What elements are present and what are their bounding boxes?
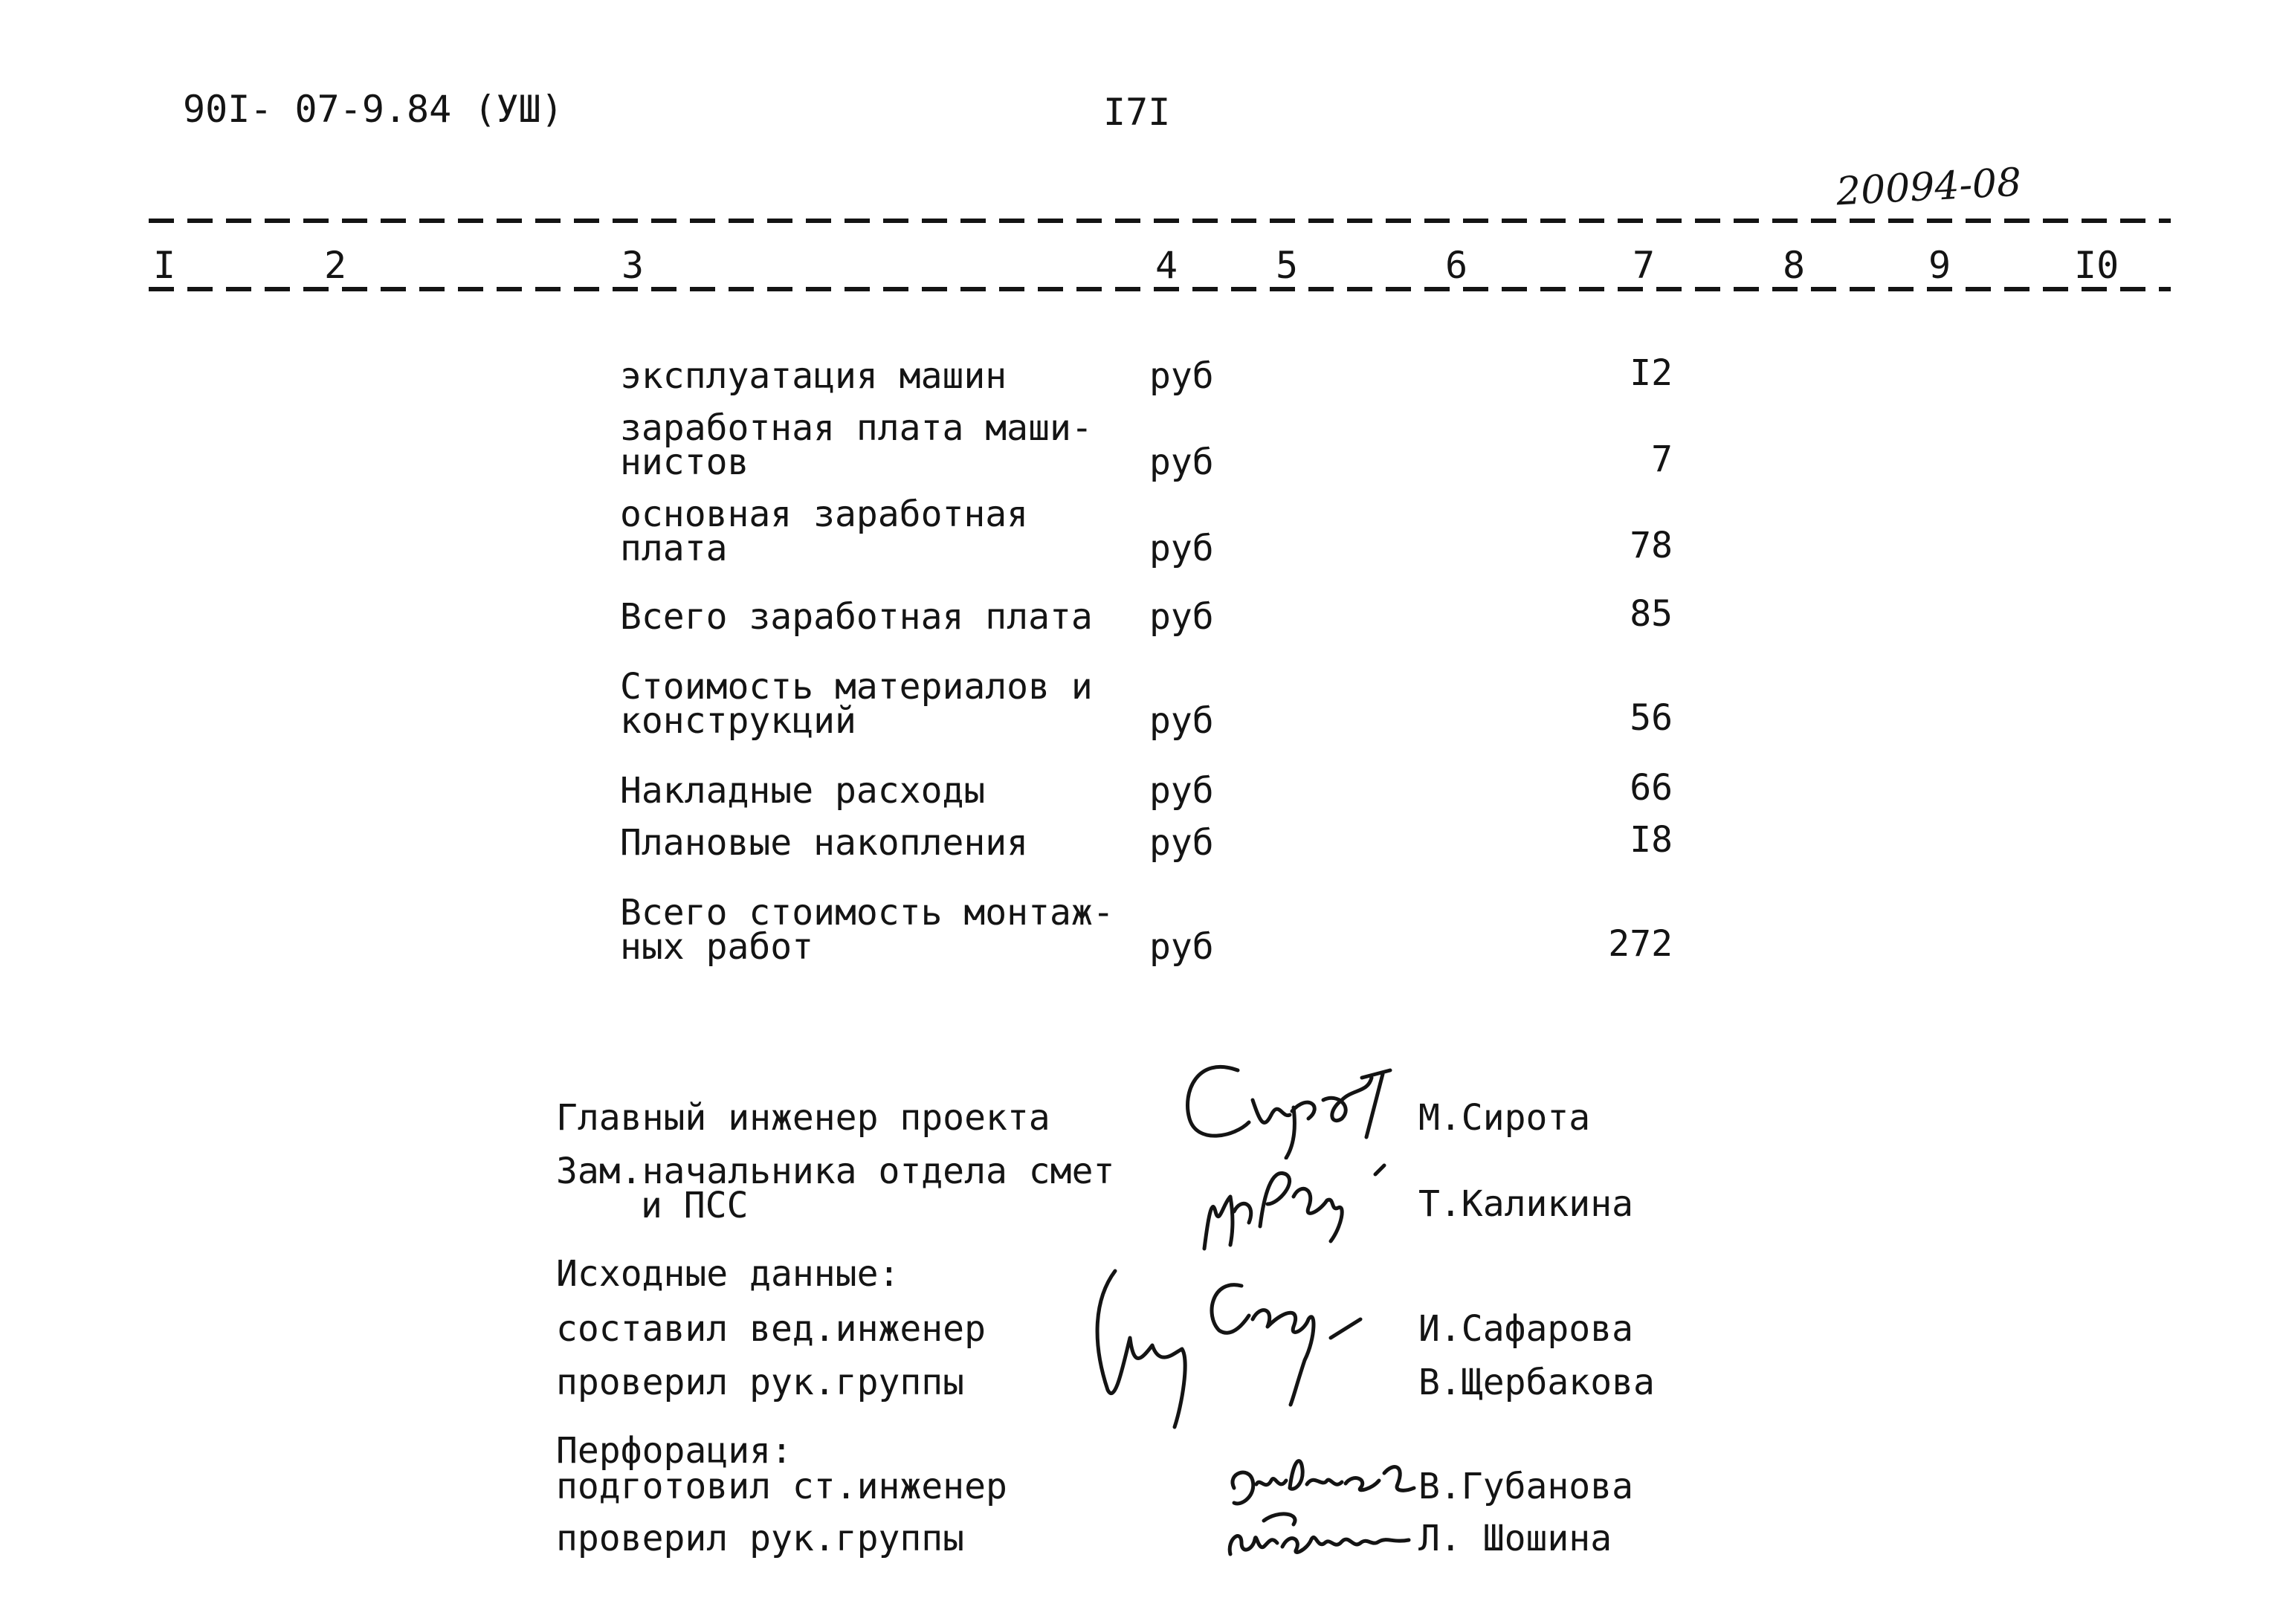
column-number-4: 4 (1155, 244, 1178, 287)
handwritten-archive-number: 20094-08 (1835, 160, 2023, 215)
row-unit: руб (1149, 700, 1214, 742)
row-value: I8 (1630, 819, 1673, 861)
row-name: эксплуатация машин (620, 355, 1007, 397)
deputy-name: Т.Каликина (1418, 1183, 1633, 1225)
row-name: Плановые накопления (620, 822, 1029, 864)
column-number-10: I0 (2074, 244, 2119, 287)
row-value: I2 (1630, 352, 1673, 394)
row-unit: руб (1149, 770, 1214, 812)
chief-engineer-name: М.Сирота (1418, 1097, 1591, 1139)
row-name: плата (620, 528, 728, 569)
row-unit: руб (1149, 822, 1214, 864)
row-name: Накладные расходы (620, 770, 986, 812)
column-number-3: 3 (621, 244, 645, 287)
checked-name: В.Щербакова (1418, 1362, 1655, 1403)
prepared-label: подготовил ст.инженер (556, 1466, 1007, 1507)
row-unit: руб (1149, 926, 1214, 968)
prepared-name: В.Губанова (1418, 1466, 1633, 1507)
signature-sirota (1167, 1048, 1435, 1159)
deputy-label: Зам.начальника отдела смет (556, 1151, 1115, 1192)
row-value: 7 (1651, 439, 1673, 480)
column-number-5: 5 (1276, 244, 1299, 287)
row-unit: руб (1149, 355, 1214, 397)
row-name: Всего заработная плата (620, 596, 1093, 638)
checked-name-2: Л. Шошина (1418, 1518, 1612, 1559)
signature-kalikina (1189, 1152, 1412, 1256)
row-name: Всего стоимость монтаж- (620, 892, 1114, 934)
page-number: I7I (1103, 91, 1171, 134)
header-rule-bottom (149, 287, 2171, 291)
compiled-name: И.Сафарова (1418, 1308, 1633, 1350)
row-name: заработная плата маши- (620, 407, 1093, 449)
row-unit: руб (1149, 528, 1214, 569)
row-value: 85 (1630, 593, 1673, 635)
row-name: нистов (620, 441, 749, 483)
column-number-9: 9 (1928, 244, 1951, 287)
compiled-label: составил вед.инженер (556, 1308, 986, 1350)
row-unit: руб (1149, 441, 1214, 483)
checked-label-2: проверил рук.группы (556, 1518, 965, 1559)
row-name: основная заработная (620, 494, 1029, 535)
row-name: конструкций (620, 700, 856, 742)
column-number-8: 8 (1783, 244, 1806, 287)
row-name: ных работ (620, 926, 814, 968)
row-unit: руб (1149, 596, 1214, 638)
signature-gubanova (1219, 1451, 1427, 1510)
signature-shoshina (1219, 1506, 1427, 1565)
signature-safarova (1071, 1256, 1412, 1434)
row-name: Стоимость материалов и (620, 666, 1093, 708)
chief-engineer-label: Главный инженер проекта (556, 1097, 1050, 1139)
column-number-7: 7 (1633, 244, 1656, 287)
row-value: 78 (1630, 525, 1673, 566)
column-number-6: 6 (1445, 244, 1468, 287)
row-value: 56 (1630, 697, 1673, 739)
checked-label: проверил рук.группы (556, 1362, 965, 1403)
column-number-2: 2 (324, 244, 347, 287)
document-code: 90I- 07-9.84 (УШ) (183, 88, 564, 131)
perforation-label: Перфорация: (556, 1430, 792, 1472)
row-value: 272 (1608, 923, 1673, 965)
row-value: 66 (1630, 767, 1673, 809)
source-data-label: Исходные данные: (556, 1253, 900, 1295)
column-number-1: I (153, 244, 176, 287)
deputy-label-continued: и ПСС (641, 1185, 749, 1226)
header-rule-top (149, 219, 2171, 223)
